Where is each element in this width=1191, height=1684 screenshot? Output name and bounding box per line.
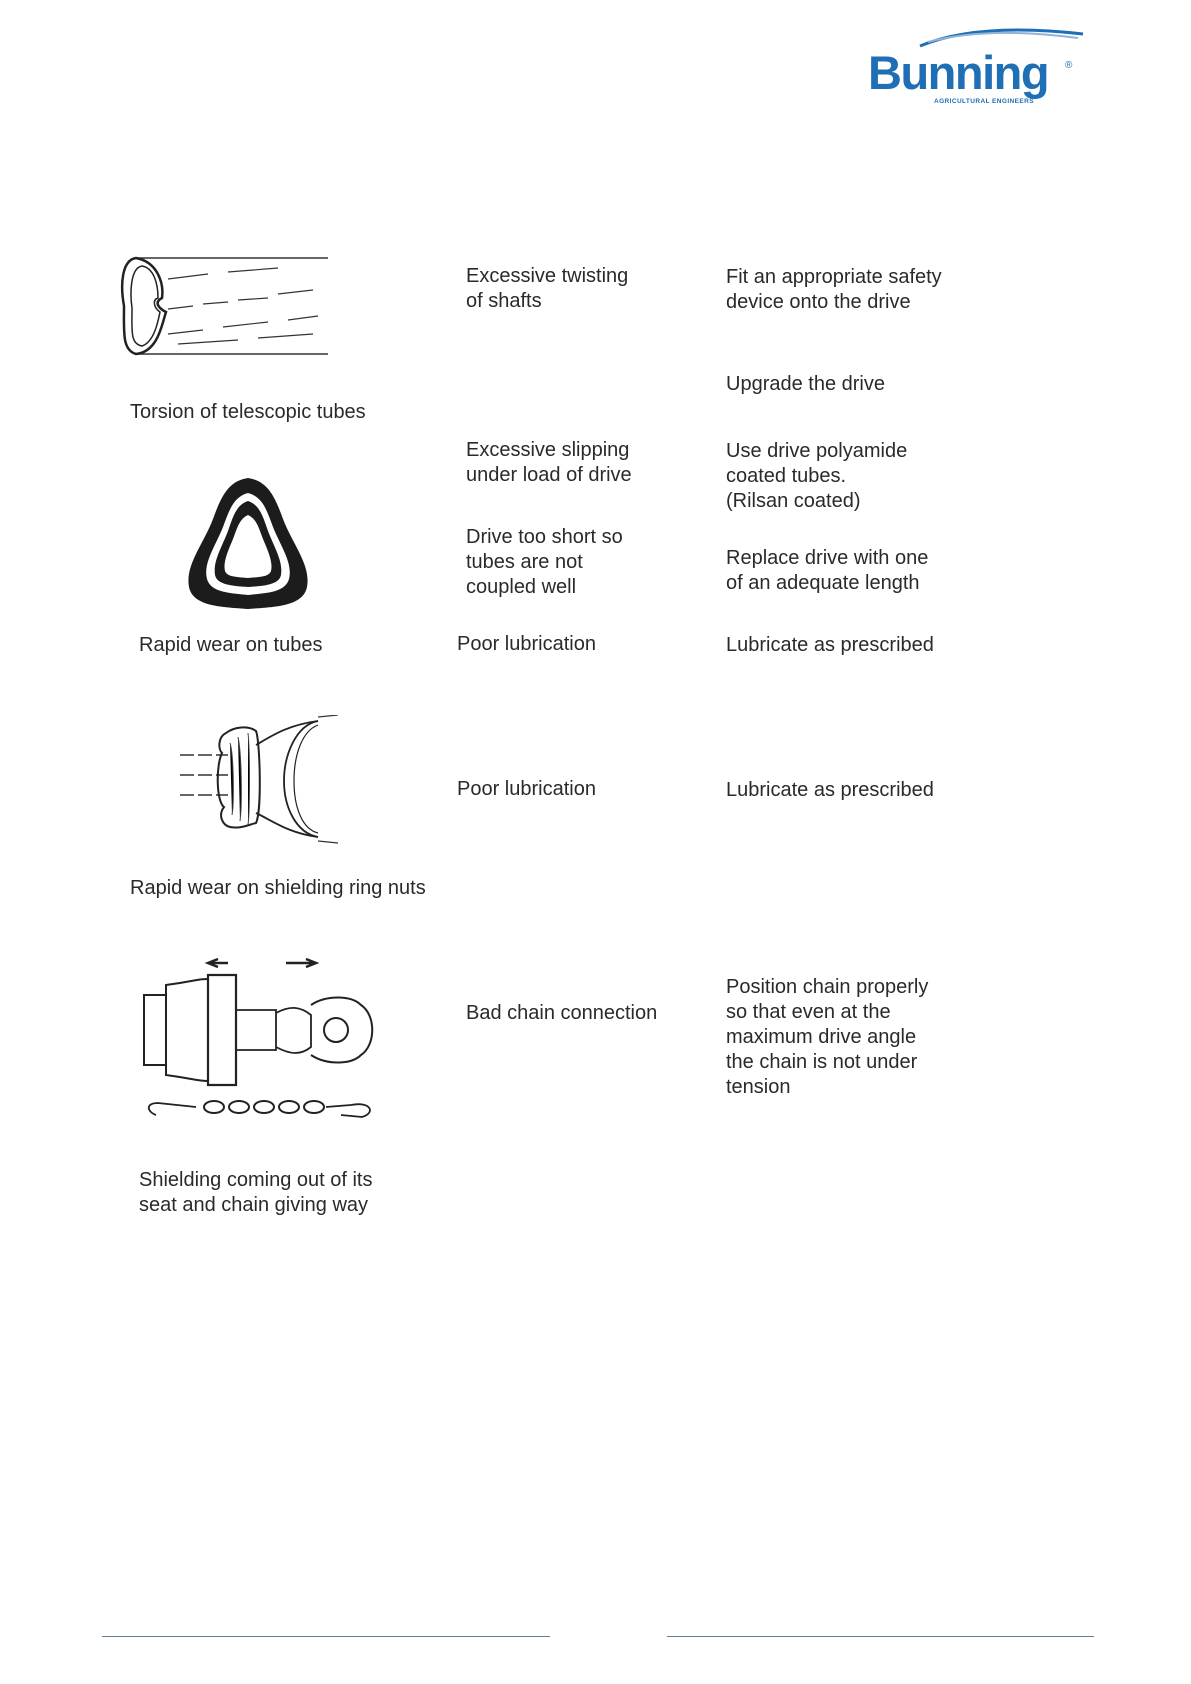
worn-tube-profile-illustration — [183, 475, 313, 615]
row3-cause: Poor lubrication — [457, 778, 596, 800]
row1-remedy-2: Upgrade the drive — [726, 373, 885, 395]
row1-remedy: Fit an appropriate safety device onto the drive — [726, 266, 942, 313]
logo-registered-mark: ® — [1065, 60, 1073, 71]
row4-caption: Shielding coming out of its seat and chain giving way — [139, 1169, 373, 1216]
row2-remedy-3: Lubricate as prescribed — [726, 634, 934, 656]
row4-cause: Bad chain connection — [466, 1002, 658, 1024]
footer-rule-left — [102, 1636, 550, 1637]
row2-remedy-1: Use drive polyamide coated tubes. (Rilsan coated) — [726, 440, 908, 512]
row1-cause: Excessive twisting of shafts — [466, 265, 629, 312]
row2-remedy-2: Replace drive with one of an adequate length — [726, 547, 929, 594]
row1-caption: Torsion of telescopic tubes — [130, 401, 366, 423]
row3-caption: Rapid wear on shielding ring nuts — [130, 877, 426, 899]
row2-caption: Rapid wear on tubes — [139, 634, 323, 656]
row2-cause-3: Poor lubrication — [457, 633, 596, 655]
row2-cause-2: Drive too short so tubes are not coupled well — [466, 526, 623, 598]
ring-nut-illustration — [178, 715, 343, 860]
torsion-tube-illustration — [118, 254, 333, 362]
footer-rule-right — [667, 1636, 1094, 1637]
logo-wordmark: Bunning — [868, 46, 1049, 99]
row2-cause-1: Excessive slipping under load of drive — [466, 439, 632, 486]
row3-remedy: Lubricate as prescribed — [726, 779, 934, 801]
row4-remedy: Position chain properly so that even at the maximum drive angle the chain is not under tension — [726, 976, 929, 1098]
logo-subtitle: AGRICULTURAL ENGINEERS — [934, 98, 1034, 105]
bunning-logo — [868, 20, 1073, 110]
shield-and-chain-illustration — [136, 955, 386, 1135]
